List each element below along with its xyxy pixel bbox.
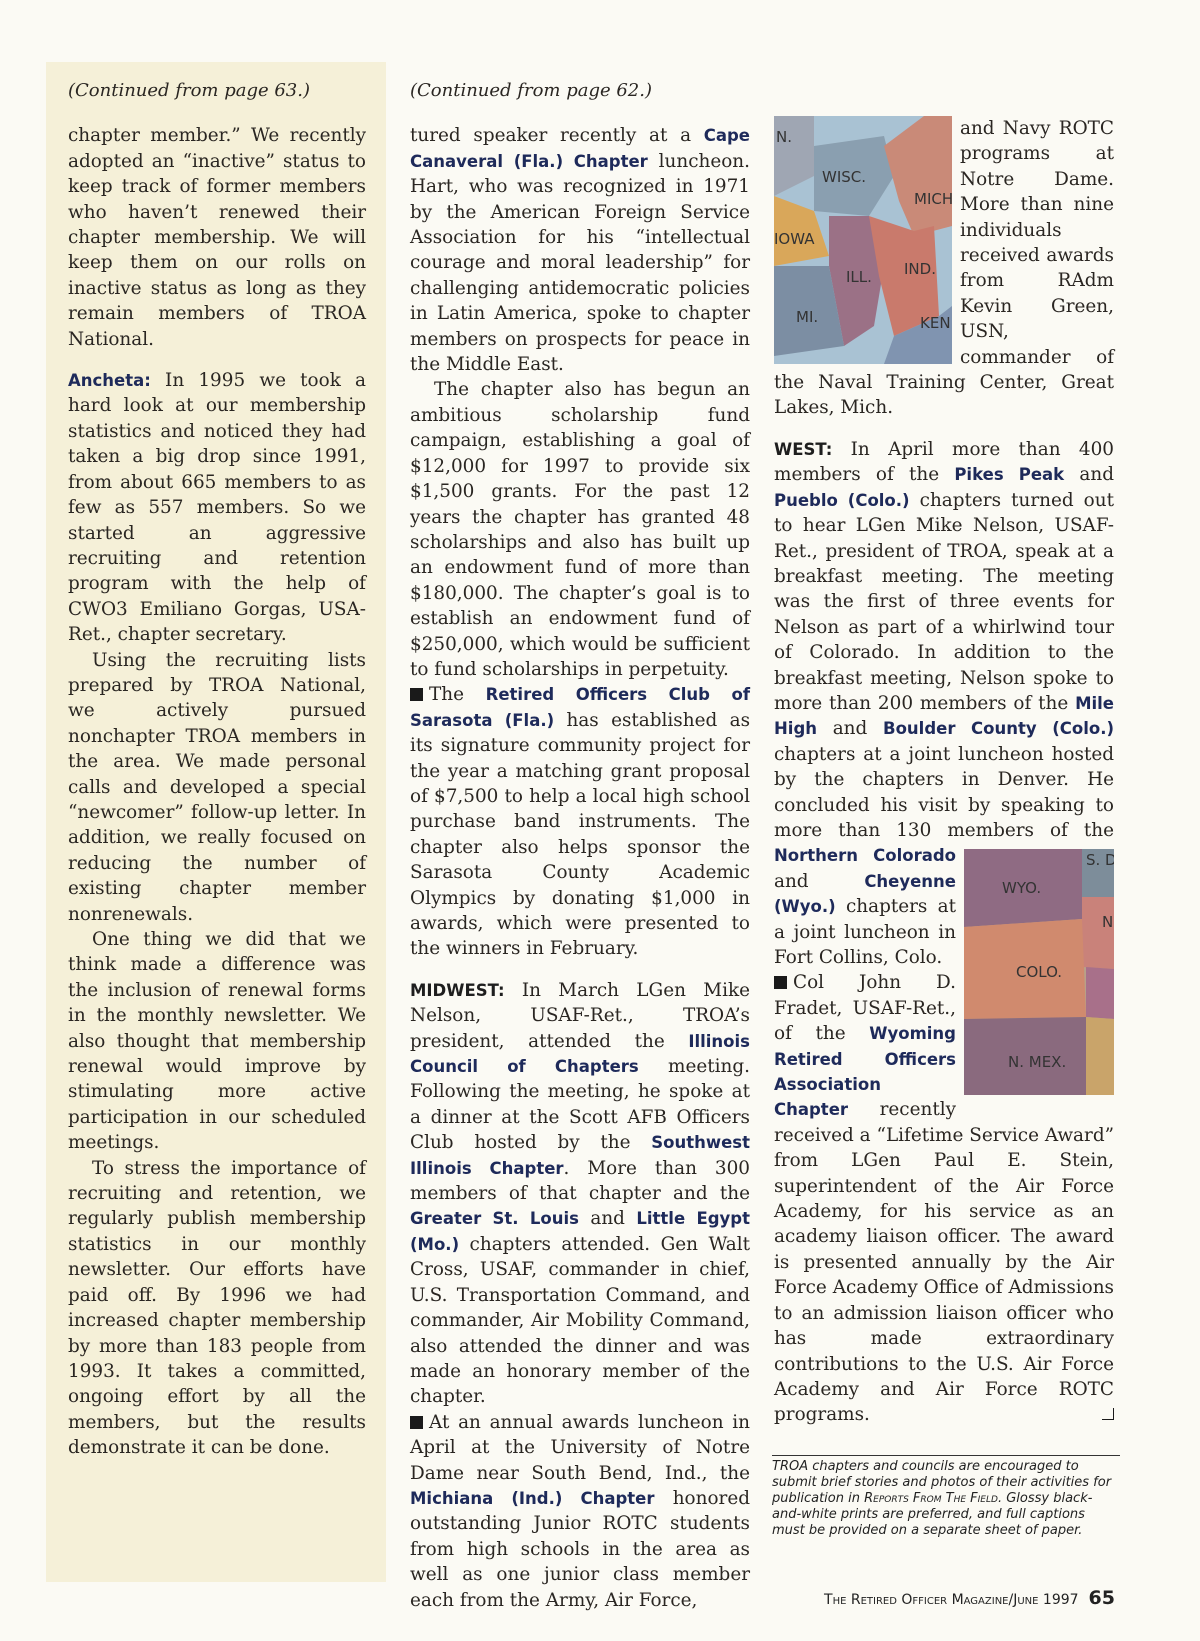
chapter-name: Northern Colorado — [774, 846, 956, 866]
region-label: MIDWEST: — [410, 980, 505, 1000]
svg-text:N.: N. — [776, 128, 792, 146]
bullet-icon — [774, 976, 787, 989]
paragraph: Ancheta: In 1995 we took a hard look at our membership statistics and noticed they had taken a big drop since 1991, from about 665 members to as few as 557 members. So we started an aggressive recruiting and retention program with the help of CWO3 Emiliano Gorgas, USA-Ret., chapter secretary. — [68, 370, 366, 646]
svg-text:N. MEX.: N. MEX. — [1008, 1053, 1067, 1072]
paragraph: Col John D. Fradet, USAF-Ret., of the Wyoming Retired Officers Association Chapter recently received a “Lifetime Service Award” from LGen Paul E. Stein, superintendent of the Air Force Academy, for his service as an academy liaison officer. The award is presented annually by the Air Force Academy Office of Admissions to an admission liaison officer who has made extraordinary contributions to the U.S. Air Force Academy and Air Force ROTC programs. — [774, 972, 1114, 1426]
end-mark-icon — [1102, 1408, 1114, 1420]
paragraph: To stress the importance of recruiting and retention, we regularly publish membership statistics in our monthly newsletter. Our efforts have paid off. By 1996 we had increased chapter membership by more than 183 people from 1993. It takes a committed, ongoing effort by all the members, but the results demonstrate it can be done. — [68, 1157, 366, 1459]
paragraph: MIDWEST: In March LGen Mike Nelson, USAF-Ret., TROA’s president, attended the Illinois Council of Chapters meeting. Following the meeting, he spoke at a dinner at the Scott AFB Officers Club hosted by the Southwest Illinois Chapter. More than 300 members of that chapter and the Greater St. Louis and Little Egypt (Mo.) chapters attended. Gen Walt Cross, USAF, commander in chief, U.S. Transportation Command, and commander, Air Mobility Command, also attended the dinner and was made an honorary member of the chapter. — [410, 979, 750, 1408]
magazine-title: The Retired Officer Magazine/June 1997 — [824, 1592, 1079, 1608]
chapter-name: Little Egypt (Mo.) — [410, 1209, 750, 1254]
chapter-name: Retired Officers Club of Sarasota (Fla.) — [410, 685, 751, 730]
paragraph: tured speaker recently at a Cape Canaveral (Fla.) Chapter luncheon. Hart, who was recognized in 1971 by the American Foreign Service Association for his “intellectual courage and moral leadership” for challenging antidemocratic policies in Latin America, spoke to chapter members on prospects for peace in the Middle East. — [410, 125, 750, 376]
paragraph: The chapter also has begun an ambitious scholarship fund campaign, establishing a goal of $12,000 for 1997 to provide six $1,500 grants. For the past 12 years the chapter has granted 48 scholarships and also has built up an endowment fund of more than $180,000. The chapter’s goal is to establish an endowment fund of $250,000, which would be sufficient to fund scholarships in perpetuity. — [410, 379, 750, 680]
page-number: 65 — [1088, 1587, 1115, 1609]
paragraph: One thing we did that we think made a difference was the inclusion of renewal forms in the monthly newsletter. We also thought that membership renewal would improve by stimulating more active participation in our scheduled meetings. — [68, 929, 366, 1154]
svg-text:WYO.: WYO. — [1002, 879, 1042, 898]
west-map — [964, 849, 1114, 1095]
svg-text:S. D: S. D — [1086, 851, 1114, 870]
svg-text:WISC.: WISC. — [822, 168, 867, 186]
chapter-name: Pikes Peak — [954, 465, 1065, 485]
west-map-graphic — [964, 849, 1114, 1095]
paragraph: At an annual awards luncheon in April at the University of Notre Dame near South Bend, Ind., the Michiana (Ind.) Chapter honored outstanding Junior ROTC students from high schools in the area as well as one junior class member each from the Army, Air Force, — [410, 1411, 750, 1611]
paragraph: The Retired Officers Club of Sarasota (Fla.) has established as its signature community project for the year a matching grant proposal of $7,500 to help a local high school purchase band instruments. The chapter also helps sponsor the Sarasota County Academic Olympics by donating $1,000 in awards, which were presented to the winners in February. — [410, 684, 751, 960]
svg-text:N: N — [1102, 913, 1114, 932]
svg-text:ILL.: ILL. — [846, 268, 872, 286]
column-2 — [410, 78, 750, 1613]
svg-text:MI.: MI. — [796, 308, 819, 326]
paragraph: and Navy ROTC programs at Notre Dame. More than nine individuals received awards from RAdm Kevin Green, USN, commander of the Naval Training Center, Great Lakes, Mich. — [774, 118, 1114, 419]
chapter-name: Cape Canaveral (Fla.) Chapter — [410, 126, 750, 171]
svg-text:KEN: KEN — [920, 314, 951, 332]
speaker-label: Ancheta: — [68, 371, 151, 391]
chapter-name: Pueblo (Colo.) — [774, 490, 910, 510]
page-footer — [815, 1587, 1115, 1609]
midwest-map — [774, 116, 952, 364]
chapter-name: Michiana (Ind.) Chapter — [410, 1488, 655, 1508]
bullet-icon — [410, 1416, 423, 1429]
region-label: WEST: — [774, 439, 833, 459]
continued-note-2: (Continued from page 62.) — [410, 80, 652, 101]
paragraph: Using the recruiting lists prepared by TROA National, we actively pursued nonchapter TROA members in the area. We made personal calls and developed a special “newcomer” follow-up letter. In addition, we really focused on reducing the number of existing chapter member nonrenewals. — [68, 649, 366, 925]
svg-text:IND.: IND. — [904, 260, 936, 278]
chapter-name: Illinois Council of Chapters — [410, 1031, 750, 1077]
bullet-icon — [410, 688, 423, 701]
paragraph: chapter member.” We recently adopted an “inactive” status to keep track of former members who haven’t renewed their chapter membership. We will keep them on our rolls on inactive status as long as they remain members of TROA National. — [68, 125, 366, 350]
column-3 — [774, 116, 1114, 1428]
chapter-name: Southwest Illinois Chapter — [410, 1133, 750, 1178]
chapter-name: Wyoming Retired Officers Association Chapter — [774, 1024, 956, 1120]
chapter-name: Mile High — [774, 693, 1114, 739]
chapter-name: Greater St. Louis — [410, 1209, 579, 1229]
midwest-map-graphic — [774, 116, 952, 364]
continued-note-1: (Continued from page 63.) — [68, 80, 310, 101]
svg-text:MICH: MICH — [914, 190, 952, 208]
chapter-name: Boulder County (Colo.) — [883, 719, 1114, 739]
submission-note: TROA chapters and councils are encouraged to submit brief stories and photos of their activities for publication in Reports From The Field. Glossy black-and-white prints are preferred, and full captions must be provided on a separate sheet of paper. — [772, 1455, 1120, 1539]
chapter-name: Cheyenne (Wyo.) — [774, 871, 956, 917]
paragraph: WEST: In April more than 400 members of the Pikes Peak and Pueblo (Colo.) chapters turned out to hear LGen Mike Nelson, USAF-Ret., president of TROA, speak at a breakfast meeting. The meeting was the first of three events for Nelson as part of a whirlwind tour of Colorado. In addition to the breakfast meeting, Nelson spoke to more than 200 members of the Mile High and Boulder County (Colo.) chapters at a joint luncheon hosted by the chapters in Denver. He concluded his visit by speaking to more than 130 members of the S. D WYO. N COLO. N. MEX. Northern Colorado and Cheyenne (Wyo.) chapters at a joint luncheon in Fort Collins, Colo. — [774, 437, 1114, 971]
svg-text:COLO.: COLO. — [1016, 963, 1063, 982]
svg-text:IOWA: IOWA — [774, 230, 815, 248]
column-1 — [68, 78, 366, 1461]
